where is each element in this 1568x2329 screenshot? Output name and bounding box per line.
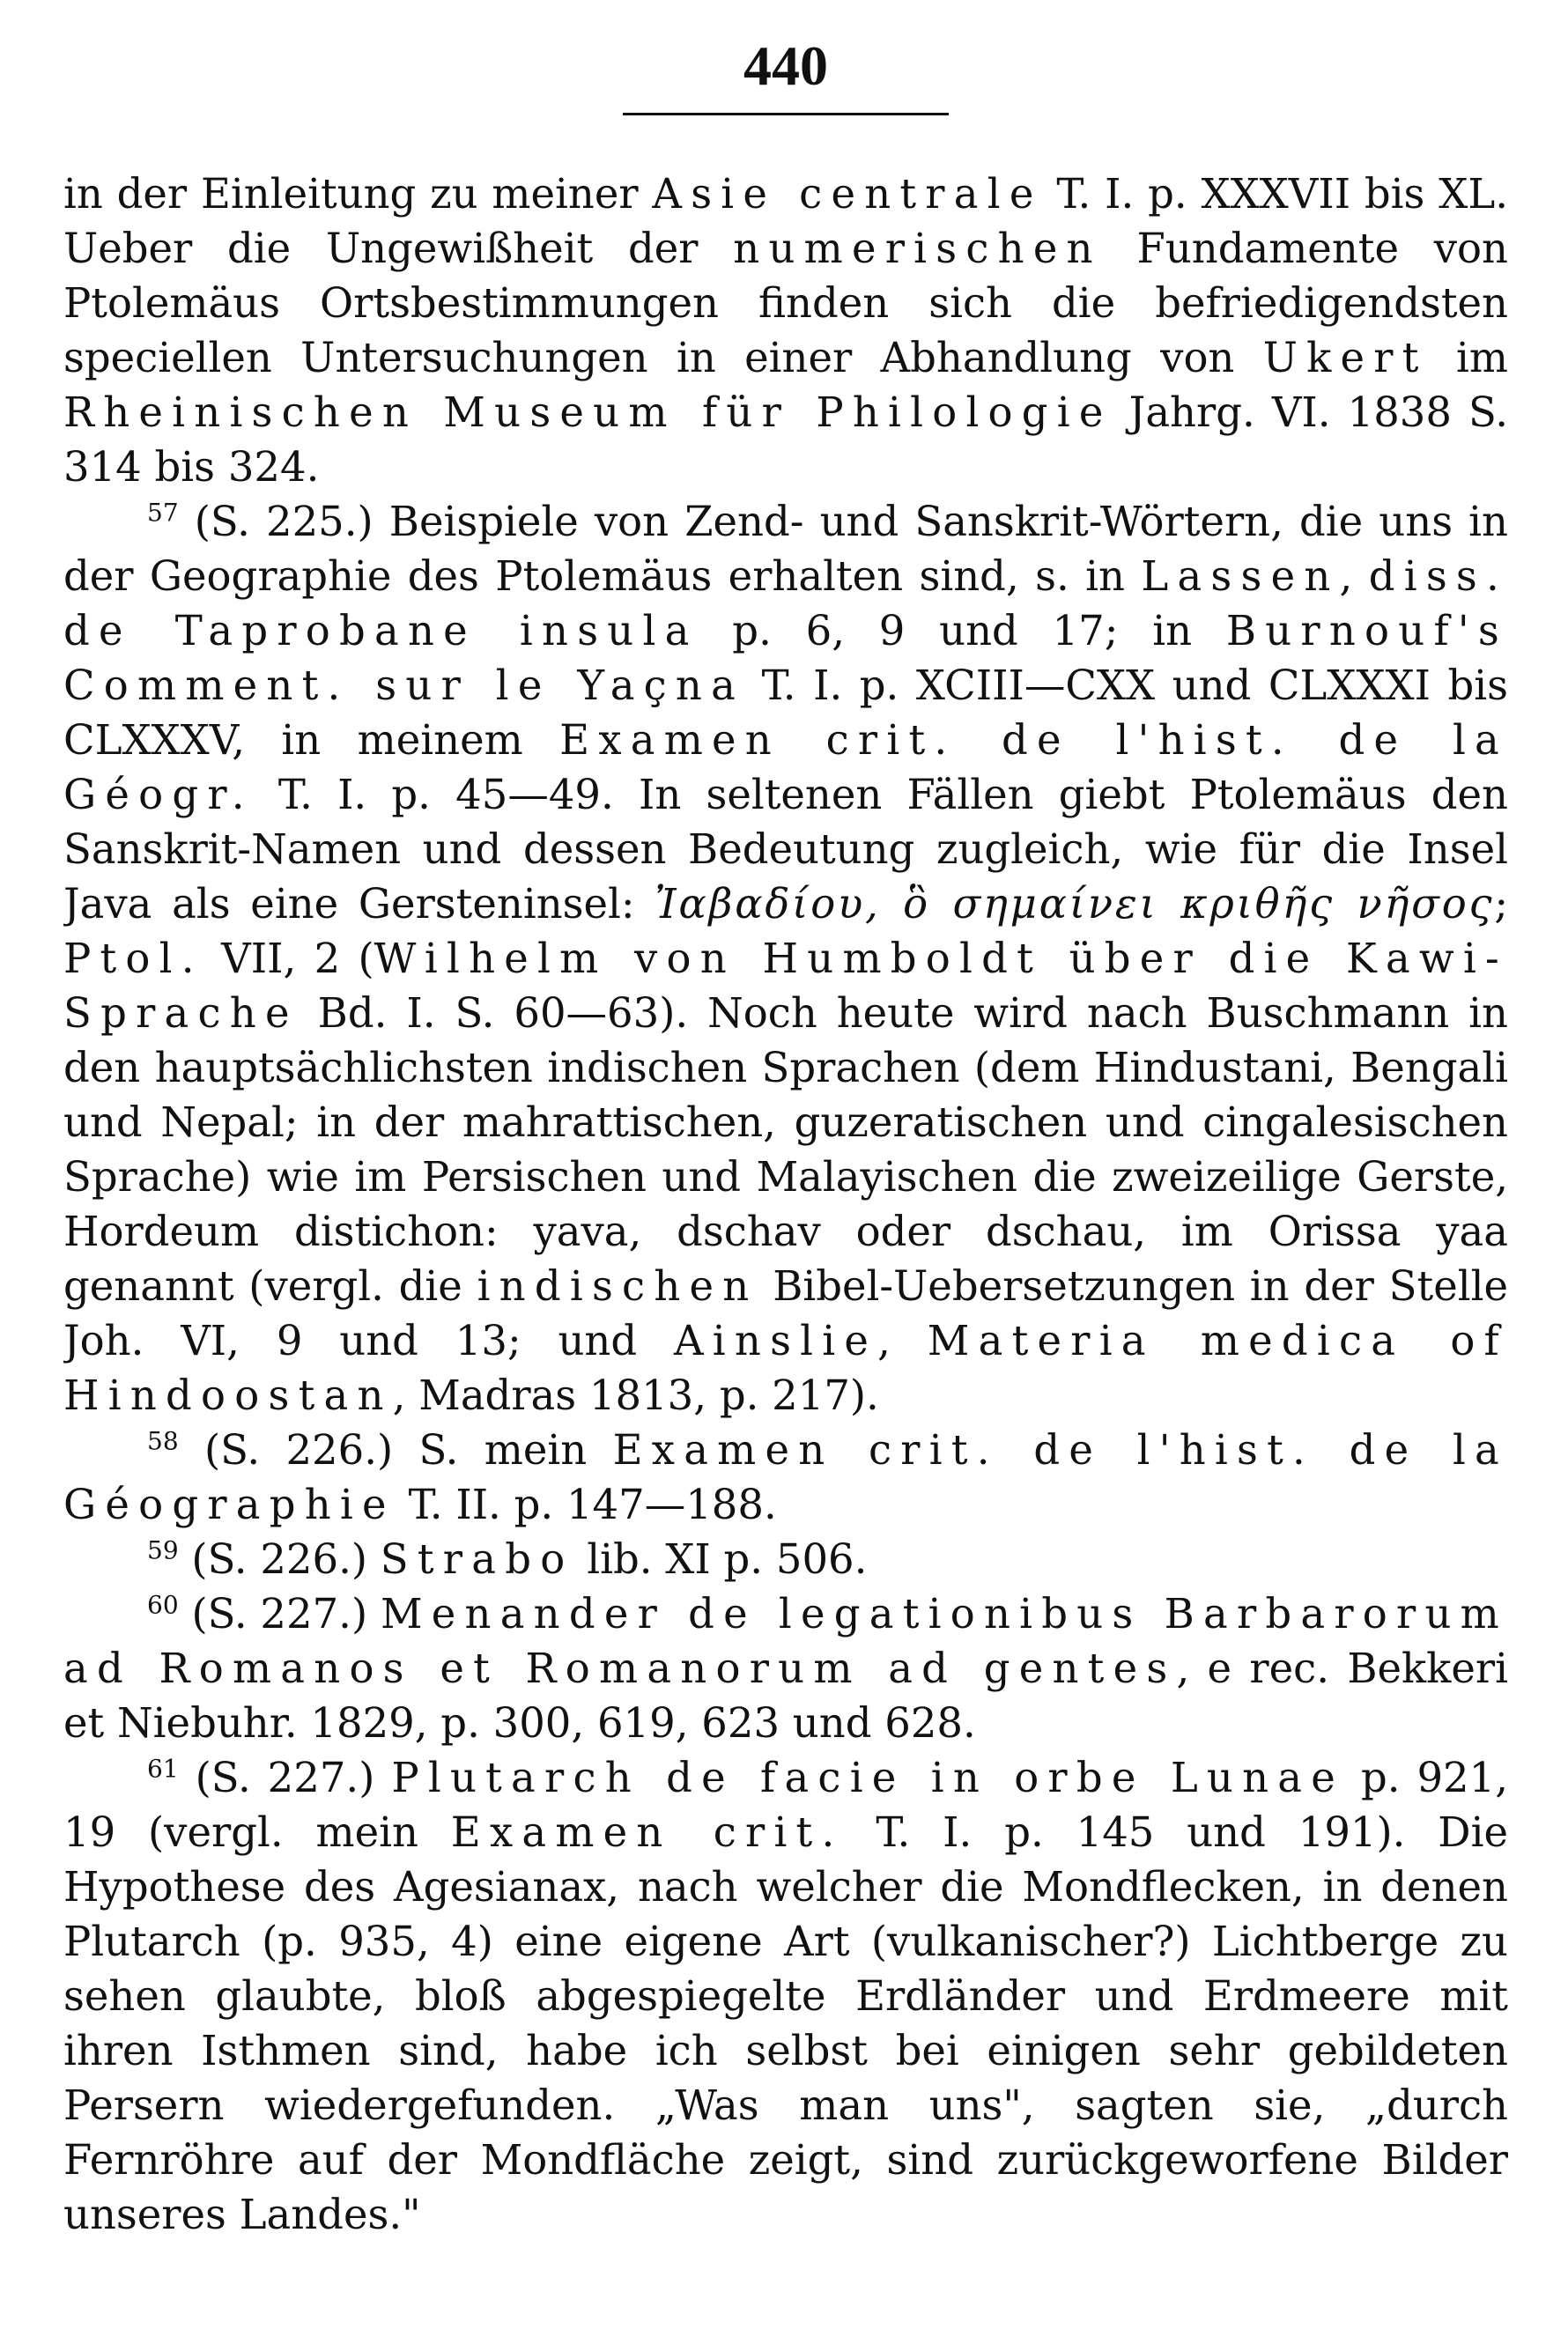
footnote-number: 59 xyxy=(147,1535,179,1565)
footnote-61 xyxy=(63,1750,1508,2242)
text-run: Jahrg. VI. 1838 S. 314 bis 324. xyxy=(63,388,1508,492)
spaced-text: indischen xyxy=(477,1262,758,1311)
text-run: T. I. p. 45—49. In seltenen Fällen giebt Ptolemäus den Sanskrit-Namen und dessen Bedeutung zugleich, wie für die Insel Java als eine Gersteninsel: xyxy=(63,771,1508,928)
spaced-text: Menander de legationibus Barbarorum ad Romanos et Romanorum ad gentes xyxy=(63,1590,1508,1693)
spaced-text: Burnouf's Comment. sur le Yaçna xyxy=(63,607,1508,710)
text-run: p. 6, 9 und 17; in xyxy=(698,607,1226,655)
text-run: in der Einleitung zu meiner xyxy=(63,170,653,218)
spaced-text: Materia medica of Hindoostan xyxy=(63,1317,1508,1420)
footnote-60 xyxy=(63,1586,1508,1750)
spaced-text: Rheinischen Museum für Philologie xyxy=(63,388,1113,437)
text-run: (S. 227.) xyxy=(178,1590,381,1638)
text-run: lib. XI p. 506. xyxy=(573,1535,868,1584)
text-run: , e rec. Bekkeri et Niebuhr. 1829, p. 300, 619, 623 und 628. xyxy=(63,1645,1508,1748)
spaced-text: Lassen xyxy=(1141,552,1340,601)
page-number: 440 xyxy=(743,35,828,97)
spaced-text: Examen crit. xyxy=(450,1808,844,1857)
spaced-text: Plutarch de facie in orbe Lunae xyxy=(391,1754,1344,1802)
spaced-text: Ainslie xyxy=(674,1317,878,1365)
text-run: T. II. p. 147—188. xyxy=(395,1481,777,1529)
text-run: (S. 226.) xyxy=(178,1535,381,1584)
text-run: (S. 225.) Beispiele von Zend- und Sanskrit-Wörtern, die uns in der Geographie des Ptolemäus erhalten sind, s. in xyxy=(63,498,1508,601)
text-run: , xyxy=(1339,552,1369,601)
footnote-number: 60 xyxy=(147,1590,179,1620)
spaced-text: Ptol. xyxy=(63,935,203,983)
greek-text: Ἰαβαδίου, ὃ σημαίνει κριθῆς νῆσος xyxy=(655,880,1495,928)
spaced-text: diss. de Taprobane insula xyxy=(63,552,1508,655)
footnote-number: 58 xyxy=(147,1426,179,1456)
footnote-number: 61 xyxy=(147,1754,179,1784)
footnote-58 xyxy=(63,1423,1508,1532)
text-run: Fundamente von Ptolemäus Ortsbestimmungen finden sich die befriedigendsten speciellen Untersuchungen in einer Abhandlung von xyxy=(63,225,1508,382)
text-run: ; xyxy=(1494,880,1508,928)
text-run: T. I. p. XCIII—CXX und CLXXXI bis CLXXXV, in meinem xyxy=(63,662,1508,765)
text-run: T. I. p. 145 und 191). Die Hypothese des Agesianax, nach welcher die Mondflecken, in denen Plutarch (p. 935, 4) eine eigene Art (vulkanischer?) Lichtberge zu sehen glaubte, bloß abgespiegelte Erdländer und Erdmeere mit ihren Isthmen sind, habe ich selbst bei einigen sehr gebildeten Persern wiedergefunden. „Was man uns", sagten sie, „durch Fernröhre auf der Mondfläche zeigt, sind zurückgeworfene Bilder unseres Landes." xyxy=(63,1808,1508,2239)
spaced-text: Strabo xyxy=(380,1535,574,1584)
footnote-59 xyxy=(63,1532,1508,1586)
text-run: Bibel-Uebersetzungen in der Stelle Joh. VI, 9 und 13; und xyxy=(63,1262,1508,1365)
spaced-text: Wilhelm von Humboldt über die Kawi-Sprache xyxy=(63,935,1508,1038)
text-run: (S. 227.) xyxy=(178,1754,392,1802)
text-run: Bd. I. S. 60—63). Noch heute wird nach Buschmann in den hauptsächlichsten indischen Sprachen (dem Hindustani, Bengali und Nepal; in der mahrattischen, guzeratischen und cingalesischen Sprache) wie im Persischen und Malayischen die zweizeilige Gerste, Hordeum distichon: yava, dschav oder dschau, im Orissa yaa genannt (vergl. die xyxy=(63,989,1508,1311)
book-page xyxy=(63,35,1508,2299)
continuation-paragraph xyxy=(63,166,1508,494)
footnote-57 xyxy=(63,494,1508,1423)
spaced-text: Ukert xyxy=(1262,334,1428,382)
header-rule xyxy=(623,113,949,115)
text-run: T. I. p. XXXVII bis XL. Ueber die Ungewißheit der xyxy=(63,170,1508,273)
spaced-text: Examen crit. de l'hist. de la Géogr. xyxy=(63,716,1508,819)
spaced-text: Examen crit. de l'hist. de la Géographie xyxy=(63,1426,1508,1529)
text-run: im xyxy=(1427,334,1508,382)
text-run: p. 921, 19 (vergl. mein xyxy=(63,1754,1508,1857)
text-run: , Madras 1813, p. 217). xyxy=(392,1372,879,1420)
spaced-text: Asie centrale xyxy=(652,170,1043,218)
text-run: (S. 226.) S. mein xyxy=(178,1426,613,1475)
footnote-number: 57 xyxy=(147,498,179,528)
spaced-text: numerischen xyxy=(733,225,1102,273)
text-run: , xyxy=(877,1317,928,1365)
text-run: VII, 2 ( xyxy=(203,935,374,983)
